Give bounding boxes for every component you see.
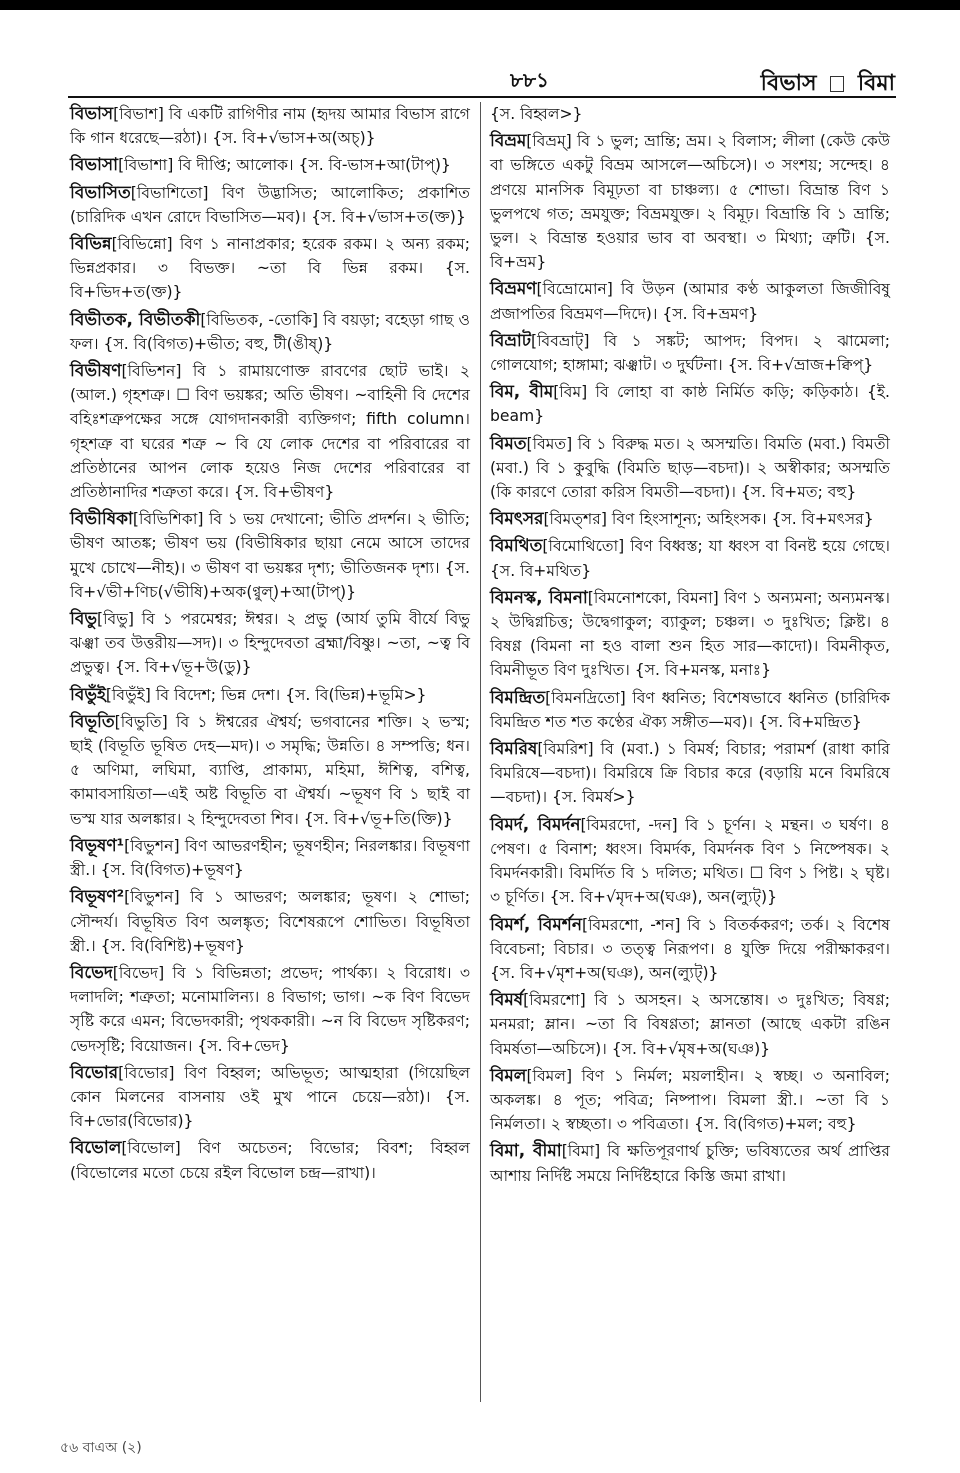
definition: বিণ উদ্ভাসিত; আলোকিত; প্রকাশিত (চারিদিক এখন রোদে বিভাসিত—মব)। {স. বি+√ভাস+ত(ক্ত)} [70,183,470,226]
definition: বি লোহা বা কাষ্ঠ নির্মিত কড়ি; কড়িকাঠ। {ই. beam} [490,383,890,426]
definition: বি বয়ড়া; বহেড়া গাছ ও ফল। {স. বি(বিগত)+ভীত; বহু, টী(ঙীষ্)} [70,310,471,353]
definition: বি ১ সঙ্কট; আপদ; বিপদ। ২ ঝামেলা; গোলযোগ; হাঙ্গামা; ঝঞ্ঝাট। ৩ দুর্ঘটনা। {স. বি+√ভ্রাজ+ক্বিপ্} [490,331,890,375]
dictionary-entry [490,1139,890,1187]
page-header [70,66,895,96]
headword: বিভিন্ন [70,234,112,255]
definition: বি উড়ন (আমার কণ্ঠ আকুলতা জিজীবিষু প্রজাপতির বিভ্রমণ—দিদে)। {স. বি+ভ্রমণ} [490,280,890,323]
pronunciation: [বিভাশ] [113,105,164,123]
pronunciation: [বিমল] [526,1066,573,1085]
pronunciation: [বিভুশন] [124,836,180,855]
left-column [70,102,470,1402]
dictionary-entry [490,534,890,582]
pronunciation: [বিমরদো, -দন] [580,815,678,834]
dictionary-entry [490,329,890,377]
headword: বিভ্রাট [490,330,532,351]
definition: বি ১ ভয় দেখানো; ভীতি প্রদর্শন। ২ ভীতি; ভীষণ আতঙ্ক; ভীষণ ভয় (বিভীষিকার ছায়া নেমে আসে তাদের মুখে চোখে—নীহ)। ৩ ভীষণ বা ভয়ঙ্কর দৃশ্য; ভীতিজনক দৃশ্য। {স. বি+√ভী+ণিচ(√ভীষি)+অক(ণ্বুল্)+আ(টাপ্)} [70,510,470,601]
headword: বিভোর [70,1062,119,1083]
definition: বিণ ১ অন্যমনা; অন্যমনস্ক। ২ উদ্বিগ্নচিত্ত; উদ্বেগাকুল; ব্যাকুল; চঞ্চল। ৩ দুঃখিত; ক্লিষ্ট। ৪ বিষণ্ণ (বিমনা না হও বালা শুন হিত সার—কাদো)। বিমনীকৃত, বিমনীভূত বিণ দুঃখিত। {স. বি+মনস্ক, মনাঃ} [490,588,890,680]
dictionary-entry [70,710,470,831]
pronunciation: [বিমনোশকো, বিমনা] [587,588,719,607]
headword: বিমর্ষ [490,990,524,1011]
dictionary-entry [490,1064,890,1137]
headword: বিভীষণ [70,361,122,382]
definition: বি ১ চূর্ণন। ২ মন্থন। ৩ ঘর্ষণ। ৪ পেষণ। ৫ বিনাশ; ধ্বংস। বিমর্দক, বিমর্দনক বিণ ১ নিষ্পেষক। ২ বিমর্দনকারী। বিমর্দিত বি ১ দলিত; মথিত। ☐ বিণ ১ পিষ্ট। ২ ঘৃষ্ট। ৩ চূর্ণিত। {স. বি+√মৃদ+অ(ঘঞ), অন(ল্যুট্)} [490,815,890,907]
definition: বিণ হিংসাশূন্য; অহিংসক। {স. বি+মৎসর} [611,510,874,529]
definition: বি ১ পরমেশ্বর; ঈশ্বর। ২ প্রভু (আর্য তুমি বীর্যে বিভু ঝঞ্ঝা তব উত্তরীয়—সদ)। ৩ হিন্দুদেবতা ব্রহ্মা/বিষ্ণু। ~তা, ~ত্ব বি প্রভুত্ব। {স. বি+√ভূ+উ(ডু)} [70,610,470,677]
pronunciation: [বিমরশো, -শন] [582,915,681,934]
definition: বি ১ ঈশ্বরের ঐশ্বর্য; ভগবানের শক্তি। ২ ভস্ম; ছাই (বিভূতি ভূষিত দেহ—মদ)। ৩ সমৃদ্ধি; উন্নতি। ৪ সম্পত্তি; ধন। ৫ অণিমা, লঘিমা, ব্যাপ্তি, প্রাকাম্য, মহিমা, ঈশিত্ব, বশিত্ব, কামাবসায়িতা—এই অষ্ট বিভূতি বা ঐশ্বর্য। ~ভূষণ বি ১ ছাই বা ভস্ম যার অলঙ্কার। ২ হিন্দুদেবতা শিব। {স. বি+√ভূ+তি(ক্তি)} [70,712,470,828]
pronunciation: [বিভেদ] [112,963,165,982]
pronunciation: [বিভিশন] [121,362,182,381]
pronunciation: [বিমরিশ] [537,740,594,759]
pronunciation: [বিমা] [561,1142,601,1161]
dictionary-entry [70,181,470,229]
pronunciation: [বিভ্রোমোন] [536,280,613,299]
headword: বিমরিষ [490,739,538,760]
dictionary-entry [70,683,470,707]
headword: বিভূষণ² [70,887,125,908]
headword: বিভুঁই [70,684,106,705]
pronunciation: [বিম] [553,383,588,402]
definition: বিণ ১ নানাপ্রকার; হরেক রকম। ২ অন্য রকম; ভিন্নপ্রকার। ৩ বিভক্ত। ~তা বি ভিন্ন রকম। {স. বি+ভিদ+ত(ক্ত)} [70,235,470,302]
definition: বি ক্ষতিপূরণার্থ চুক্তি; ভবিষ্যতের অর্থ প্রাপ্তির আশায় নির্দিষ্ট সময়ে নির্দিষ্টহারে কিস্তি জমা রাখা। [490,1142,890,1185]
pronunciation: [বিভু] [97,610,134,629]
headword: বিভীতক, বিভীতকী [70,309,201,330]
headword: বিভাস [70,104,114,124]
dictionary-entry [490,686,890,734]
pronunciation: [বিভাশিতো] [130,183,209,202]
guide-separator-icon [830,76,844,92]
page-footer: ৫৬ বাএঅ (২) [60,1440,142,1456]
definition: বি ১ অসহন। ২ অসন্তোষ। ৩ দুঃখিত; বিষণ্ণ; মনমরা; ম্লান। ~তা বি বিষণ্ণতা; ম্লানতা (আছে একটা রঙিন বিমর্ষতা—অচিসে)। {স. বি+√মৃষ+অ(ঘঞ)} [490,991,890,1058]
dictionary-entry [70,1061,470,1134]
dictionary-entry [490,102,890,126]
dictionary-entry [70,607,470,680]
definition: বিণ ধ্বনিত; বিশেষভাবে ধ্বনিত (চারিদিক বিমন্দ্রিত শত শত কণ্ঠের ঐক্য সঙ্গীত—মব)। {স. বি+মন্দ্রিত} [490,688,890,731]
definition: বি দীপ্তি; আলোক। {স. বি-ভাস+আ(টাপ্)} [178,156,451,175]
definition: বি (মবা.) ১ বিমর্ষ; বিচার; পরামর্শ (রাধা কারি বিমরিষে—বচদা)। বিমরিষে ক্রি বিচার করে (বড়ায়ি মনে বিমরিষে—বচদা)। {স. বিমর্ষ>} [490,740,890,807]
dictionary-entry [70,507,470,604]
definition: বি ১ ভুল; ভ্রান্তি; ভ্রম। ২ বিলাস; লীলা (কেউ কেউ বা ভঙ্গিতে একটু বিভ্রম আসলে—অচিসে)। ৩ সংশয়; সন্দেহ। ৪ প্রণয়ে মানসিক বিমূঢ়তা বা চাঞ্চল্য। ৫ শোভা। বিভ্রান্ত বিণ ১ ভুলপথে গত; ভ্রমযুক্ত; বিভ্রমযুক্ত। ২ বিমূঢ়। বিভ্রান্তি বি ১ ভ্রান্তি; ভুল। ২ বিভ্রান্ত হওয়ার ভাব বা অবস্থা। ৩ মিথ্যা; ত্রুটি। {স. বি+ভ্রম} [490,132,890,272]
dictionary-entry [490,737,890,810]
headword: বিভু [70,609,97,630]
headword: বিমা, বীমা [490,1141,562,1162]
pronunciation: [বিভিন্নো] [111,235,173,254]
headword: বিভোল [70,1138,122,1159]
right-column [490,102,890,1402]
header-rule [68,96,896,98]
definition: বি বিদেশ; ভিন্ন দেশ। {স. বি(ভিন্ন)+ভূমি>} [155,685,427,704]
dictionary-entry [490,432,890,505]
pronunciation: [বিমরশো] [523,991,586,1010]
pronunciation: [বিভুতি] [114,712,168,731]
guide-word-last: বিমা [857,71,895,96]
dictionary-entry [70,153,470,177]
pronunciation: [বিভিতক, -তোকি] [200,310,319,329]
dictionary-entry [490,507,890,531]
headword: বিম, বীম [490,382,554,403]
pronunciation: [বিমত্‌শর] [543,510,607,529]
pronunciation: [বিমনদ্রিতো] [545,688,626,707]
dictionary-entry [490,913,890,986]
dictionary-entry [490,988,890,1061]
dictionary-entry [70,232,470,305]
headword: বিভ্রমণ [490,279,537,300]
definition: বিণ বিহ্বল; অভিভূত; আত্মহারা (গিয়েছিল কোন মিলনের বাসনায় ওই মুখ পানে চেয়ে—রঠা)। {স. বি+ভোর(বিভোর)} [70,1063,470,1131]
pronunciation: [বিভোর] [118,1063,175,1082]
headword: বিমন্দ্রিত [490,687,546,708]
definition: বিণ অচেতন; বিভোর; বিবশ; বিহ্বল (বিভোলের মতো চেয়ে রইল বিভোল চন্দ্র—রাখা)। [70,1139,470,1182]
headword: বিভ্রম [490,131,527,152]
headword: বিমৎসর [490,509,544,530]
dictionary-entry [490,813,890,910]
dictionary-entry [70,885,470,958]
pronunciation: [বিবভ্রাট্] [531,331,590,350]
pronunciation: [বিভাশা] [118,156,174,175]
definition: বি ১ বিরুদ্ধ মত। ২ অসম্মতি। বিমতি (মবা.) বিমতী (মবা.) বি ১ কুবুদ্ধি (বিমতি ছাড়—বচদা)। ২ অস্বীকার; অসম্মতি (কি কারণে তোরা করিস বিমতী—বচদা)। {স. বি+মত; বহু} [490,434,890,502]
dictionary-entry [490,586,890,683]
headword: বিভেদ [70,962,113,983]
dictionary-entry [70,1136,470,1184]
definition: বি ১ বিতর্ককরণ; তর্ক। ২ বিশেষ বিবেচনা; বিচার। ৩ তত্ত্ব নিরূপণ। ৪ যুক্তি দিয়ে পরীক্ষাকরণ। {স. বি+√মৃশ+অ(ঘঞ), অন(ল্যুট্)} [490,915,890,982]
dictionary-entry [70,834,470,882]
definition: বি ১ রামায়ণোক্ত রাবণের ছোট ভাই। ২ (আল.) গৃহশত্রু। ☐ বিণ ভয়ঙ্কর; অতি ভীষণ। ~বাহিনী বি দেশের বহিঃশত্রুপক্ষের সঙ্গে যোগদানকারী ব্যক্তিগণ; fifth column। গৃহশত্রু বা ঘরের শত্রু ~ বি যে লোক দেশের বা পরিবারের বা প্রতিষ্ঠানের আপন লোক হয়েও নিজ দেশের পরিবারের বা প্রতিষ্ঠানাদির শত্রুতা করে। {স. বি+ভীষণ} [70,362,470,502]
headword: বিমথিত [490,536,543,557]
dictionary-entry [490,129,890,274]
headword: বিমনস্ক, বিমনা [490,587,588,608]
pronunciation: [বিভ্রম্] [526,132,572,151]
dictionary-entry [70,102,470,150]
headword: বিভূতি [70,711,115,732]
headword: বিভূষণ¹ [70,835,125,856]
headword: বিমল [490,1065,527,1086]
definition: বি ১ আভরণ; অলঙ্কার; ভূষণ। ২ শোভা; সৌন্দর্য। বিভূষিত বিণ অলঙ্কৃত; বিশেষরূপে শোভিত। বিভূষিতা স্ত্রী.। {স. বি(বিশিষ্ট)+ভূষণ} [70,888,470,955]
headword: বিভাসা [70,155,119,176]
scan-top-band [0,0,960,10]
dictionary-entry [70,308,470,356]
headword: বিভাসিত [70,182,131,203]
definition: বিণ আভরণহীন; ভূষণহীন; নিরলঙ্কার। বিভূষণা স্ত্রী.। {স. বি(বিগত)+ভূষণ} [70,836,470,880]
headword: বিভীষিকা [70,509,133,530]
pronunciation: [বিমত] [526,434,573,453]
guide-word-first: বিভাস [760,71,817,96]
pronunciation: [বিমোথিতো] [542,537,625,556]
definition: বিণ বিধ্বস্ত; যা ধ্বংস বা বিনষ্ট হয়ে গেছে। {স. বি+মথিত} [490,537,890,580]
pronunciation: [বিভিশিকা] [132,510,204,529]
pronunciation: [বিভুশন] [124,888,180,907]
definition: বি ১ বিভিন্নতা; প্রভেদ; পার্থক্য। ২ বিরোধ। ৩ দলাদলি; শত্রুতা; মনোমালিন্য। ৪ বিভাগ; ভাগ। ~ক বিণ বিভেদ সৃষ্টি করে এমন; বিভেদকারী; পৃথককারী। ~ন বি বিভেদ সৃষ্টিকরণ; ভেদসৃষ্টি; বিয়োজন। {স. বি+ভেদ} [70,963,470,1055]
definition: বিণ ১ নির্মল; ময়লাহীন। ২ স্বচ্ছ। ৩ অনাবিল; অকলঙ্ক। ৪ পূত; পবিত্র; নিষ্পাপ। বিমলা স্ত্রী.। ~তা বি ১ নির্মলতা। ২ স্বচ্ছতা। ৩ পবিত্রতা। {স. বি(বিগত)+মল; বহু} [490,1066,890,1134]
dictionary-entry [490,277,890,325]
definition: বি একটি রাগিণীর নাম (হৃদয় আমার বিভাস রাগে কি গান ধরেছে—রঠা)। {স. বি+√ভাস+অ(অচ্)} [70,105,470,148]
headword: বিমত [490,433,527,454]
column-divider [480,102,481,1402]
page-number: ৮৮১ [510,68,549,92]
pronunciation: [বিভুঁই] [105,685,151,704]
pronunciation: [বিভোল] [121,1139,181,1158]
dictionary-entry [490,380,890,428]
dictionary-entry [70,359,470,504]
definition: {স. বিহ্বল>} [490,105,583,123]
headword: বিমর্দ, বিমর্দন [490,814,581,835]
headword: বিমর্শ, বিমর্শন [490,914,583,935]
dictionary-entry [70,961,470,1058]
